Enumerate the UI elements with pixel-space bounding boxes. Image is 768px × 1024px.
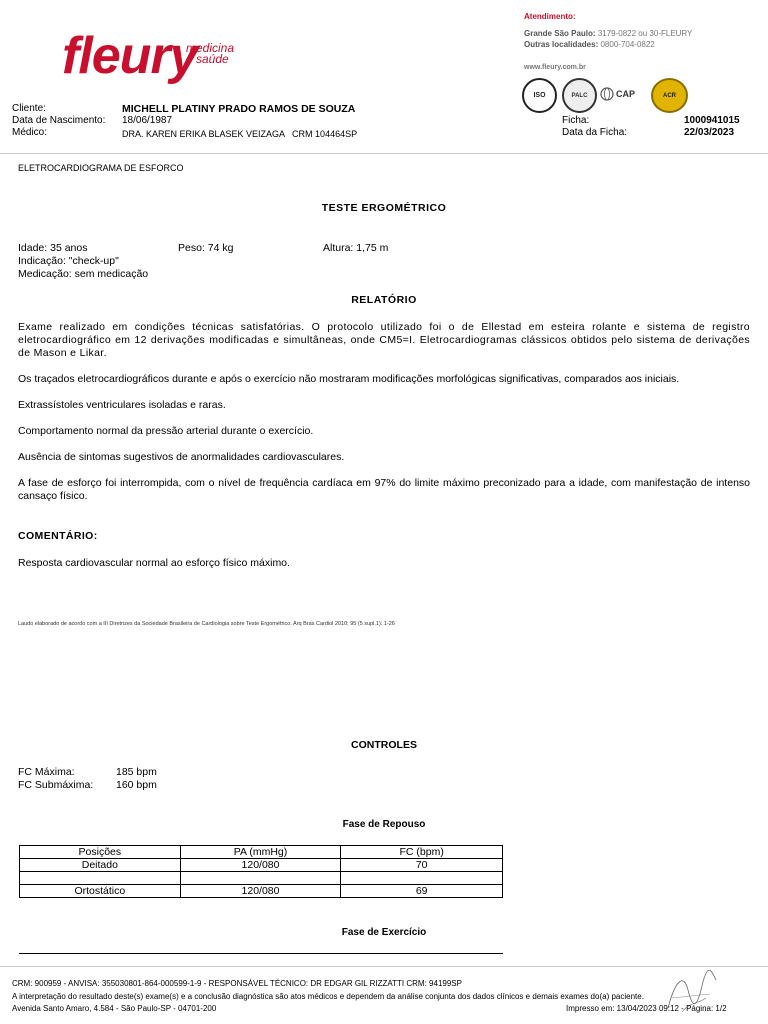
doctor-label: Médico: bbox=[12, 127, 48, 138]
table-row bbox=[20, 872, 503, 885]
table-cell: Deitado bbox=[20, 859, 181, 872]
reference-note: Laudo elaborado de acordo com a III Diretrizes da Sociedade Brasileira de Cardiologia sobre Teste Ergométrico. Arq Bras Cardiol 2010; 95 (5 supl.1): 1-26 bbox=[18, 621, 395, 627]
contact-title: Atendimento: bbox=[524, 12, 576, 21]
iso-seal-icon: ISO bbox=[522, 78, 557, 113]
table-cell bbox=[341, 872, 503, 885]
table-cell: 70 bbox=[341, 859, 503, 872]
dob-label: Data de Nascimento: bbox=[12, 115, 106, 126]
tagline-line-2: e saúde bbox=[186, 52, 229, 66]
exercise-table-top-border bbox=[19, 953, 503, 954]
table-row bbox=[20, 859, 503, 872]
report-paragraph-5: Ausência de sintomas sugestivos de anormalidades cardiovasculares. bbox=[18, 451, 345, 463]
report-paragraph-6: A fase de esforço foi interrompida, com o nível de frequência cardíaca em 97% do limite máximo preconizado para a idade, com manifestação de intenso cansaço físico. bbox=[18, 477, 750, 502]
indication: Indicação: "check-up" bbox=[18, 255, 119, 267]
cap-seal-icon bbox=[600, 78, 646, 109]
client-label: Cliente: bbox=[12, 103, 46, 114]
contact-line-sp bbox=[524, 29, 692, 38]
ficha-value: 1000941015 bbox=[684, 115, 740, 126]
cap-seal-label: CAP bbox=[616, 88, 636, 99]
report-paragraph-4: Comportamento normal da pressão arterial durante o exercício. bbox=[18, 425, 314, 437]
header-divider bbox=[0, 153, 768, 154]
data-ficha-value: 22/03/2023 bbox=[684, 127, 735, 138]
rest-phase-title: Fase de Repouso bbox=[342, 819, 426, 830]
exam-name: ELETROCARDIOGRAMA DE ESFORCO bbox=[18, 163, 184, 173]
patient-height: Altura: 1,75 m bbox=[323, 242, 389, 254]
column-header: PA (mmHg) bbox=[180, 846, 341, 859]
contact-label: Outras localidades: bbox=[524, 40, 599, 49]
exercise-phase-title: Fase de Exercício bbox=[341, 927, 427, 938]
tagline-line-1: medicina bbox=[186, 41, 235, 55]
contact-value: 0800-704-0822 bbox=[600, 40, 655, 49]
table-cell: 120/080 bbox=[180, 859, 341, 872]
table-row bbox=[20, 885, 503, 898]
brand-logo: fleury bbox=[62, 27, 198, 85]
comment-text: Resposta cardiovascular normal ao esforço físico máximo. bbox=[18, 557, 290, 569]
ficha-label: Ficha: bbox=[562, 115, 590, 126]
website-link[interactable]: www.fleury.com.br bbox=[524, 64, 586, 71]
fc-max-value: 185 bpm bbox=[116, 766, 157, 778]
table-cell: 120/080 bbox=[180, 885, 341, 898]
report-paragraph-3: Extrassístoles ventriculares isoladas e raras. bbox=[18, 399, 226, 411]
contact-label: Grande São Paulo: bbox=[524, 29, 596, 38]
column-header: Posições bbox=[20, 846, 181, 859]
patient-weight: Peso: 74 kg bbox=[178, 242, 234, 254]
table-cell: Ortostático bbox=[20, 885, 181, 898]
rest-phase-table bbox=[19, 845, 503, 898]
footer-printed-info: Impresso em: 13/04/2023 09:12 - Página: 1/2 bbox=[566, 1004, 727, 1013]
fc-max-label: FC Máxima: bbox=[18, 766, 75, 778]
table-cell bbox=[20, 872, 181, 885]
exam-title: TESTE ERGOMÉTRICO bbox=[321, 202, 447, 214]
report-paragraph-2: Os traçados eletrocardiográficos durante e após o exercício não mostraram modificações morfológicas significativas, comparados aos iniciais. bbox=[18, 373, 680, 385]
cap-globe-icon bbox=[600, 87, 614, 101]
report-title: RELATÓRIO bbox=[351, 294, 417, 306]
footer-disclaimer: A interpretação do resultado deste(s) exame(s) e a conclusão diagnóstica são atos médicos e dependem da análise conjunta dos dados clínicos e demais exames do(a) paciente. bbox=[12, 992, 644, 1001]
data-ficha-label: Data da Ficha: bbox=[562, 127, 628, 138]
controls-title: CONTROLES bbox=[351, 739, 417, 751]
table-cell bbox=[180, 872, 341, 885]
fc-submax-value: 160 bpm bbox=[116, 779, 157, 791]
report-paragraph-1: Exame realizado em condições técnicas satisfatórias. O protocolo utilizado foi o de Ellestad em esteira rolante e sistema de registro eletrocardiográfico em 12 derivações modificadas e simultâneas, onde CM5=I. Eletrocardiogramas clássicos obtidos pelo sistema de derivações de Mason e Likar. bbox=[18, 321, 750, 359]
medication: Medicação: sem medicação bbox=[18, 268, 149, 280]
doctor-name: DRA. KAREN ERIKA BLASEK VEIZAGA CRM 104464SP bbox=[122, 129, 358, 139]
contact-line-other bbox=[524, 40, 655, 49]
column-header: FC (bpm) bbox=[341, 846, 503, 859]
brand-tagline bbox=[186, 43, 234, 65]
client-name: MICHELL PLATINY PRADO RAMOS DE SOUZA bbox=[122, 103, 356, 115]
footer-crm-line: CRM: 900959 - ANVISA: 355030801-864-000599-1-9 - RESPONSÁVEL TÉCNICO: DR EDGAR GIL RIZZATTI CRM: 94199SP bbox=[12, 979, 462, 988]
dob-value: 18/06/1987 bbox=[122, 115, 173, 126]
palc-seal-icon: PALC bbox=[562, 78, 597, 113]
contact-value: 3179-0822 ou 30-FLEURY bbox=[597, 29, 693, 38]
footer-divider bbox=[0, 966, 768, 967]
fc-submax-label: FC Submáxima: bbox=[18, 779, 94, 791]
comment-title: COMENTÁRIO: bbox=[18, 530, 98, 542]
table-header-row bbox=[20, 846, 503, 859]
footer-address: Avenida Santo Amaro, 4.584 - São Paulo-SP - 04701-200 bbox=[12, 1004, 217, 1013]
patient-age: Idade: 35 anos bbox=[18, 242, 88, 254]
acr-seal-icon: ACR bbox=[651, 78, 688, 113]
table-cell: 69 bbox=[341, 885, 503, 898]
